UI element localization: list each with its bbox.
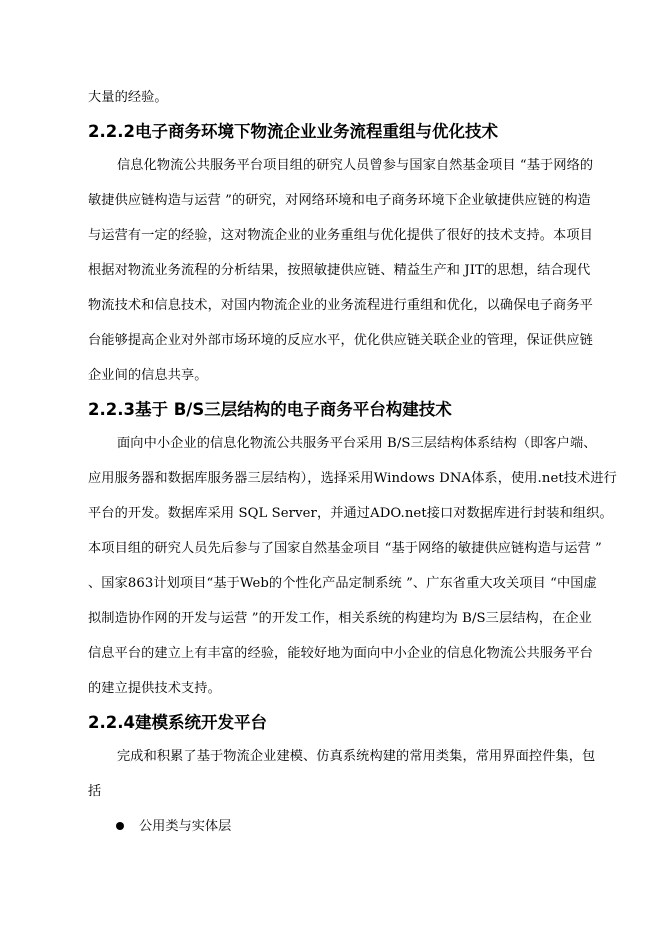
bullet-list-item: [116, 818, 231, 836]
paragraph-line: 敏捷供应链构造与运营 ”的研究，对网络环境和电子商务环境下企业敏捷供应链的构造: [88, 193, 591, 208]
paragraph-line: 平台的开发。数据库采用 SQL Server，并通过ADO.net接口对数据库进行封装和组织。: [88, 506, 613, 521]
paragraph-line: 应用服务器和数据库服务器三层结构），选择采用Windows DNA体系，使用.net技术进行: [88, 471, 617, 486]
paragraph-line: 台能够提高企业对外部市场环境的反应水平，优化供应链关联企业的管理，保证供应链: [88, 333, 593, 348]
paragraph-line: 完成和积累了基于物流企业建模、仿真系统构建的常用类集，常用界面控件集，包: [117, 749, 596, 764]
paragraph-line: 、国家863计划项目“基于Web的个性化产品定制系统 ”、广东省重大攻关项目 “中国虚: [88, 576, 597, 591]
paragraph-line: 企业间的信息共享。: [88, 368, 208, 383]
paragraph-line: 大量的经验。: [88, 90, 168, 105]
section-heading-2-2-2: 2.2.2电子商务环境下物流企业业务流程重组与优化技术: [88, 122, 498, 141]
section-heading-2-2-3: 2.2.3基于 B/S三层结构的电子商务平台构建技术: [88, 400, 452, 419]
section-heading-2-2-4: 2.2.4建模系统开发平台: [88, 713, 267, 732]
paragraph-line: 根据对物流业务流程的分析结果，按照敏捷供应链、精益生产和 JIT的思想，结合现代: [88, 263, 591, 278]
paragraph-line: 信息平台的建立上有丰富的经验，能较好地为面向中小企业的信息化物流公共服务平台: [88, 646, 593, 661]
paragraph-line: 拟制造协作网的开发与运营 ”的开发工作，相关系统的构建均为 B/S三层结构，在企业: [88, 611, 592, 626]
paragraph-line: 本项目组的研究人员先后参与了国家自然基金项目 “基于网络的敏捷供应链构造与运营 ”: [88, 541, 602, 556]
bullet-text: 公用类与实体层: [139, 819, 232, 834]
paragraph-line: 信息化物流公共服务平台项目组的研究人员曾参与国家自然基金项目 “基于网络的: [117, 158, 594, 173]
paragraph-line: 物流技术和信息技术，对国内物流企业的业务流程进行重组和优化，以确保电子商务平: [88, 298, 593, 313]
paragraph-line: 的建立提供技术支持。: [88, 681, 221, 696]
paragraph-line: 面向中小企业的信息化物流公共服务平台采用 B/S三层结构体系结构（即客户端、: [117, 436, 597, 451]
bullet-icon: [116, 822, 124, 830]
paragraph-line: 与运营有一定的经验，这对物流企业的业务重组与优化提供了很好的技术支持。本项目: [88, 228, 593, 243]
paragraph-line: 括: [88, 784, 102, 799]
